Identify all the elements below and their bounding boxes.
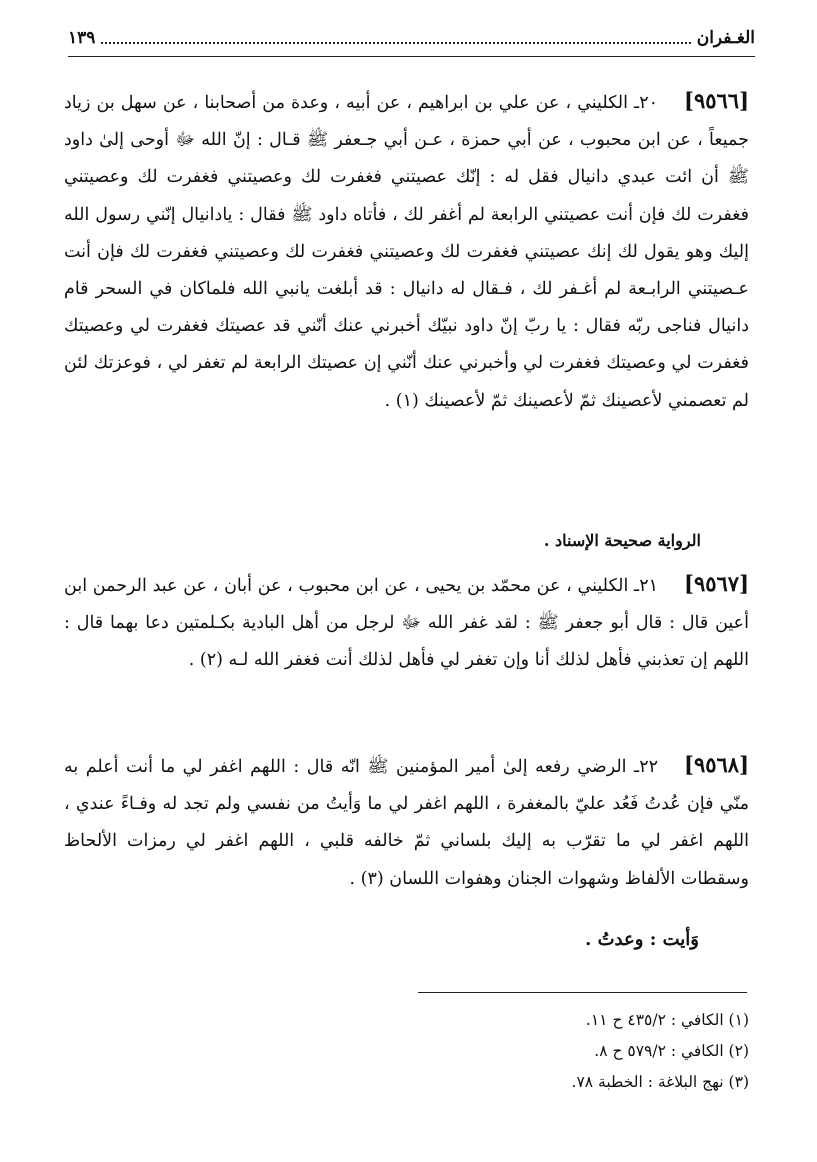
hadith-number: [٩٥٦٦]	[684, 88, 749, 113]
hadith-text: ٢١ـ الكليني ، عن محمّد بن يحيى ، عن ابن محبوب ، عن أبان ، عن عبد الرحمن ابن أعين قال : قال أبو جعفر ﷺ : لقد غفر الله ﷻ لرجل من أهل البادية بكـلمتين دعا بهما قال : اللهم إن تعذبني فأهل لذلك أنا وإن تغفر لي فأهل لذلك أنت فغفر الله لـه (٢) .	[64, 576, 749, 671]
footnote-item: (١) الكافي : ٤٣٥/٢ ح ١١.	[585, 1011, 749, 1029]
hadith-9567	[64, 565, 749, 680]
running-header	[68, 22, 755, 54]
hadith-text: ٢٢ـ الرضي رفعه إلىٰ أمير المؤمنين ﷺ انّه قال : اللهم اغفر لي ما أنت أعلم به منّي فإن عُدتُ فَعُد عليّ بالمغفرة ، اللهم اغفر لي ما وَأيتُ من نفسي ولم تجد له وفـاءً عندي ، اللهم اغفر لي ما تقرّب به إليك بلساني ثمّ خالفه قلبي ، اللهم اغفر لي رمزات الألحاظ وسقطات الألفاظ وشهوات الجنان وهفوات اللسان (٣) .	[64, 757, 749, 889]
header-rule	[68, 56, 755, 57]
hadith-9568	[64, 746, 749, 898]
hadith-number: [٩٥٦٨]	[684, 752, 749, 777]
footnotes	[572, 1005, 749, 1098]
page-number: ١٣٩	[68, 28, 96, 48]
hadith-9566	[64, 82, 749, 420]
glossary-note: وَأيت : وعدتُ .	[585, 929, 699, 950]
chapter-title: الغـفران	[696, 28, 755, 48]
hadith-number: [٩٥٦٧]	[684, 571, 749, 596]
footnote-item: (٢) الكافي : ٥٧٩/٢ ح ٨.	[594, 1042, 749, 1060]
hadith-grading: الرواية صحيحة الإسناد .	[543, 531, 701, 550]
footnote-item: (٣) نهج البلاغة : الخطبة ٧٨.	[571, 1073, 749, 1091]
header-leader-dots	[101, 32, 690, 44]
footnote-rule	[418, 992, 747, 993]
hadith-text: ٢٠ـ الكليني ، عن علي بن ابراهيم ، عن أبيه ، وعدة من أصحابنا ، عن سهل بن زياد جميعاً ، عن ابن محبوب ، عن أبي حمزة ، عـن أبي جـعفر ﷺ قـال : إنّ الله ﷻ أوحى إلىٰ داود ﷺ أن ائت عبدي دانيال فقل له : إنّك عصيتني فغفرت لك وعصيتني فغفرت لك وعصيتني فغفرت لك فإن أنت عصيتني الرابعة لم أغفر لك ، فأتاه داود ﷺ فقال : يادانيال إنّني رسول الله إليك وهو يقول لك إنك عصيتني فغفرت لك وعصيتني فغفرت لك وعصيتني فغفرت لك فإن أنت عـصيتني الرابـعة لم أغـفر لك ، فـقال له دانيال : قد أبلغت يانبي الله فلماكان في السحر قام دانيال فناجى ربّه فقال : يا ربّ إنّ داود نبيّك أخبرني عنك أنّني قد عصيتك فغفرت لي وعصيتك فغفرت لي وعصيتك فغفرت لي وأخبرني عنك أنّني إن عصيتك الرابعة لم تغفر لي ، فوعزتك لئن لم تعصمني لأعصينك ثمّ لأعصينك ثمّ لأعصينك (١) .	[64, 93, 749, 411]
